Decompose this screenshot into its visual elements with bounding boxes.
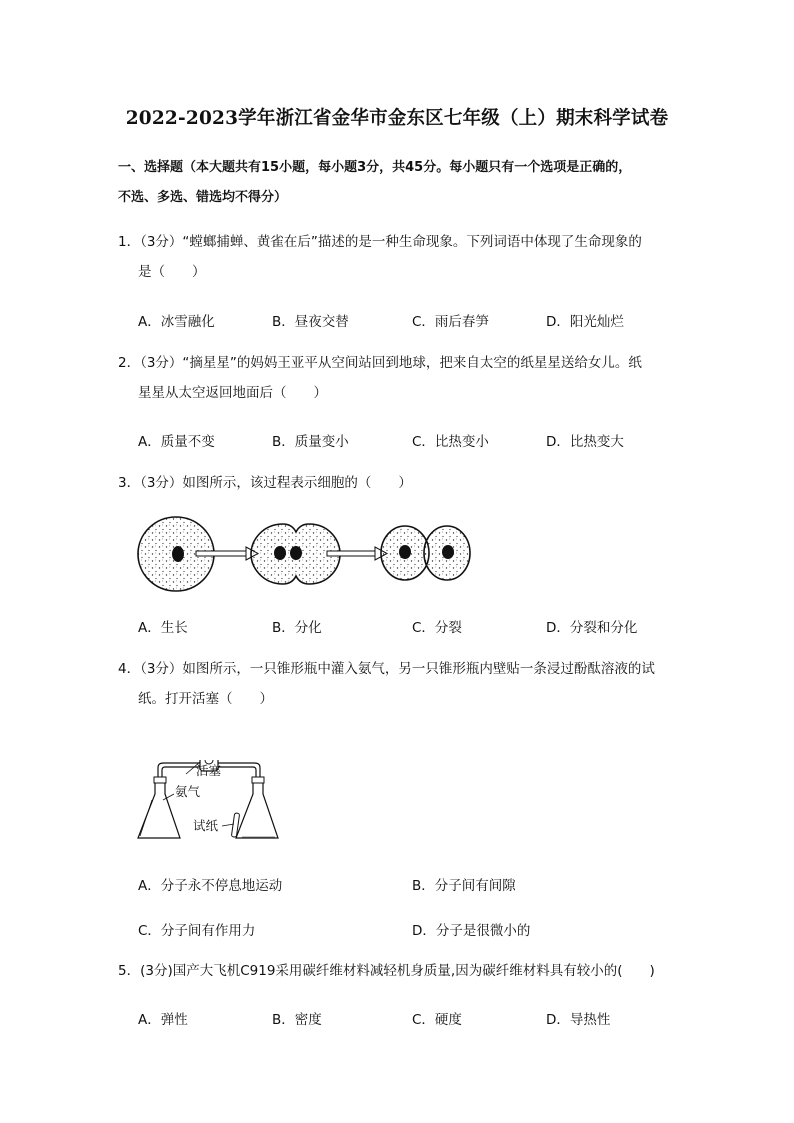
question-1-option-b: B．昼夜交替 bbox=[272, 314, 349, 330]
question-1 bbox=[118, 227, 698, 287]
valve-label: 活塞 bbox=[196, 763, 222, 778]
cell-nucleus bbox=[172, 546, 184, 562]
question-3-option-c: C．分裂 bbox=[412, 620, 462, 636]
question-5-stem-line1: 5．(3分)国产大飞机C919采用碳纤维材料减轻机身质量,因为碳纤维材料具有较小的( ) bbox=[118, 963, 655, 979]
question-3 bbox=[118, 468, 698, 498]
question-2-stem-line1: 2．（3分）“摘星星”的妈妈王亚平从空间站回到地球，把来自太空的纸星星送给女儿。纸 bbox=[118, 355, 642, 371]
question-5-options bbox=[138, 1008, 698, 1032]
two-daughter-cells bbox=[381, 526, 470, 580]
question-1-stem-line2: 是（ ） bbox=[138, 264, 206, 280]
cell-division-figure bbox=[130, 510, 490, 595]
section-heading bbox=[118, 153, 698, 213]
question-4-option-a: A．分子永不停息地运动 bbox=[138, 878, 283, 894]
test-paper-strip bbox=[231, 813, 239, 837]
question-4-option-c: C．分子间有作用力 bbox=[138, 923, 256, 939]
question-2 bbox=[118, 348, 698, 408]
gas-label: 氨气 bbox=[175, 784, 201, 799]
cell-nucleus-right bbox=[290, 546, 302, 560]
question-1-option-c: C．雨后春笋 bbox=[412, 314, 489, 330]
question-2-stem-line2: 星星从太空返回地面后（ ） bbox=[138, 385, 327, 401]
question-3-option-a: A．生长 bbox=[138, 620, 188, 636]
paper-pointer bbox=[222, 824, 234, 826]
question-4-options-row2 bbox=[138, 919, 698, 943]
question-2-option-b: B．质量变小 bbox=[272, 434, 349, 450]
question-4-stem-line1: 4．（3分）如图所示，一只锥形瓶中灌入氨气，另一只锥形瓶内壁贴一条浸过酚酞溶液的试 bbox=[118, 661, 655, 677]
question-2-option-a: A．质量不变 bbox=[138, 434, 215, 450]
cell-nucleus-left bbox=[274, 546, 286, 560]
question-4 bbox=[118, 654, 698, 714]
question-5-option-c: C．硬度 bbox=[412, 1012, 462, 1028]
right-flask bbox=[236, 777, 278, 838]
question-3-option-d: D．分裂和分化 bbox=[546, 620, 638, 636]
question-1-option-d: D．阳光灿烂 bbox=[546, 314, 624, 330]
question-5-option-d: D．导热性 bbox=[546, 1012, 611, 1028]
section-heading-line2: 不选、多选、错选均不得分） bbox=[118, 190, 288, 205]
daughter-nucleus-left bbox=[399, 545, 411, 559]
left-flask bbox=[138, 777, 180, 838]
page-title: 2022-2023学年浙江省金华市金东区七年级（上）期末科学试卷 bbox=[125, 108, 669, 129]
daughter-nucleus-right bbox=[442, 545, 454, 559]
question-2-option-c: C．比热变小 bbox=[412, 434, 489, 450]
question-4-stem-line2: 纸。打开活塞（ ） bbox=[138, 691, 273, 707]
question-3-stem-line1: 3．（3分）如图所示，该过程表示细胞的（ ） bbox=[118, 475, 412, 491]
question-5 bbox=[118, 956, 698, 986]
question-4-option-d: D．分子是很微小的 bbox=[412, 923, 531, 939]
question-3-options bbox=[138, 616, 698, 640]
question-2-options bbox=[138, 430, 698, 454]
question-3-option-b: B．分化 bbox=[272, 620, 322, 636]
paper-label: 试纸 bbox=[193, 818, 219, 833]
question-4-options-row1 bbox=[138, 874, 698, 898]
question-1-options bbox=[138, 310, 698, 334]
gas-pointer bbox=[163, 794, 174, 800]
question-1-option-a: A．冰雪融化 bbox=[138, 314, 215, 330]
section-heading-line1: 一、选择题（本大题共有15小题，每小题3分，共45分。每小题只有一个选项是正确的， bbox=[118, 160, 632, 175]
question-2-option-d: D．比热变大 bbox=[546, 434, 624, 450]
question-1-stem-line1: 1．（3分）“螳螂捕蝉、黄雀在后”描述的是一种生命现象。下列词语中体现了生命现象的 bbox=[118, 234, 642, 250]
question-5-option-b: B．密度 bbox=[272, 1012, 322, 1028]
question-5-option-a: A．弹性 bbox=[138, 1012, 188, 1028]
ammonia-flask-figure bbox=[130, 760, 290, 850]
question-4-option-b: B．分子间有间隙 bbox=[412, 878, 516, 894]
